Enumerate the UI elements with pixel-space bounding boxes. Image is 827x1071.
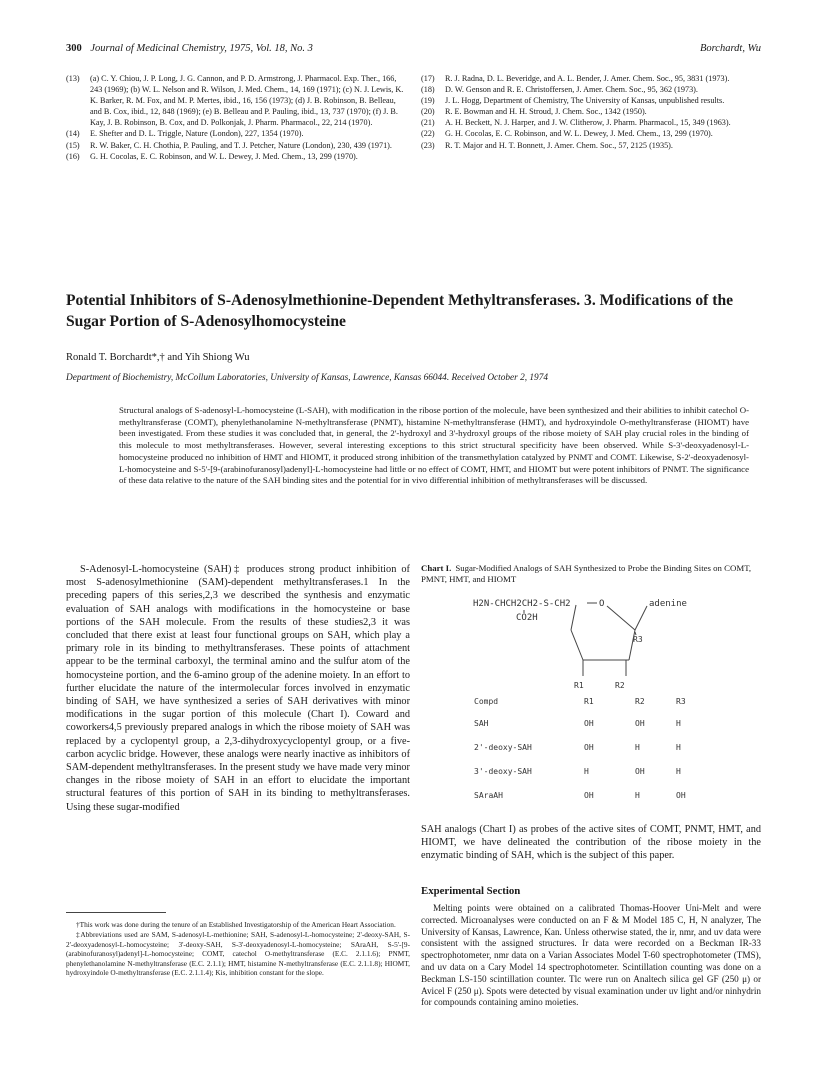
references-left bbox=[66, 73, 409, 162]
reference-item: (18) D. W. Genson and R. E. Christoffersen, J. Amer. Chem. Soc., 95, 362 (1973). bbox=[421, 85, 698, 95]
reference-item: (21) A. H. Beckett, N. J. Harper, and J. W. Clitherow, J. Pharm. Pharmacol., 15, 349 (1963). bbox=[421, 118, 731, 128]
page-number: 300 bbox=[66, 43, 82, 54]
chart-label: Chart I. bbox=[421, 563, 452, 573]
body-left-column bbox=[66, 563, 410, 814]
reference-item: (23) R. T. Major and H. T. Bonnett, J. Amer. Chem. Soc., 57, 2125 (1935). bbox=[421, 140, 673, 150]
reference-item: (17) R. J. Radna, D. L. Beveridge, and A. L. Bender, J. Amer. Chem. Soc., 95, 3831 (1973). bbox=[421, 74, 730, 83]
footnote-rule bbox=[66, 912, 166, 913]
reference-item: (15) R. W. Baker, C. H. Chothia, P. Pauling, and T. J. Petcher, Nature (London), 230, 439 (1971). bbox=[66, 140, 392, 150]
table-header-row: Compd R1 R2 R3 bbox=[474, 697, 686, 706]
reference-item: (19) J. L. Hogg, Department of Chemistry, The University of Kansas, unpublished results. bbox=[421, 96, 725, 106]
references-right bbox=[421, 73, 763, 151]
table-row: SAraAH OH H OH bbox=[474, 791, 686, 800]
journal-citation: Journal of Medicinal Chemistry, 1975, Vol. 18, No. 3 bbox=[90, 43, 313, 54]
experimental-section bbox=[421, 903, 761, 1009]
structure-cooh-label: CO2H bbox=[516, 613, 538, 623]
reference-item: (14) E. Shefter and D. L. Triggle, Nature (London), 227, 1354 (1970). bbox=[66, 129, 304, 139]
article-title: Potential Inhibitors of S-Adenosylmethionine-Dependent Methyltransferases. 3. Modifications of the Sugar Portion of S-Adenosylhomocysteine bbox=[66, 292, 734, 330]
article-abstract: Structural analogs of S-adenosyl-L-homocysteine (L-SAH), with modification in the ribose portion of the molecule, have been synthesized and their abilities to inhibit catechol O-methyltransferase (COMT), phenylethanolamine N-methyltransferase (PNMT), histamine N-methyltransferase (HMT), and hydroxyindole O-methyltransferase (HIOMT) have been investigated. From these studies it was concluded that, in general, the 2'-hydroxyl and 3'-hydroxyl groups of the ribose moiety of SAH play crucial roles in the binding of this molecule to most methyltransferases. However, several interesting exceptions to this strict structural specificity have been observed. While S-3'-deoxyadenosyl-L-homocysteine produced no inhibition of HMT and HIOMT, it produced strong inhibition of the transmethylation catalyzed by PNMT and COMT. Likewise, S-2'-deoxyadenosyl-L-homocysteine and S-5'-[9-(arabinofuranosyl)adenyl]-L-homocysteine had little or no effect of COMT, HMT, and HIOMT but were potent inhibitors of PNMT. The significance of these data relative to the nature of the SAH binding sites and the potential for in vivo differential inhibition of methyltransferases will be discussed. bbox=[119, 405, 749, 486]
body-right-paragraph: SAH analogs (Chart I) as probes of the active sites of COMT, PNMT, HMT, and HIOMT, we have delineated the contribution of the ribose moiety in the enzymatic binding of SAH, which is the subject of this paper. bbox=[421, 824, 761, 862]
r1-label: R1 bbox=[574, 681, 584, 690]
reference-item: (13) (a) C. Y. Chiou, J. P. Long, J. G. Cannon, and P. D. Armstrong, J. Pharmacol. Exp. Ther., 166, 243 (1969); (b) W. L. Nelson and R. Wilson, J. Med. Chem., 14, 169 (1971); (c) N. J. Lewis, K. K. Barker, R. M. Fox, and M. P. Mertes, ibid., 16, 156 (1973); (d) J. B. Robinson, B. Belleau, and B. Cox, ibid., 12, 848 (1969); (e) B. Belleau and P. Pauling, ibid., 13, 737 (1970); (f) J. B. Kay, J. B. Robinson, B. Cox, and D. Polkonjak, J. Pharm. Pharmacol., 22, 214 (1970). bbox=[66, 74, 404, 128]
running-head: Borchardt, Wu bbox=[699, 43, 761, 54]
table-row: 3'-deoxy-SAH H OH H bbox=[474, 767, 681, 776]
reference-item: (20) R. E. Bowman and H. H. Stroud, J. Chem. Soc., 1342 (1950). bbox=[421, 107, 647, 117]
chart-caption-text: Sugar-Modified Analogs of SAH Synthesized to Probe the Binding Sites on COMT, PMNT, HMT, and HIOMT bbox=[421, 563, 752, 584]
page-header bbox=[66, 43, 761, 54]
compound-table bbox=[468, 697, 728, 815]
reference-item: (16) G. H. Cocolas, E. C. Robinson, and W. L. Dewey, J. Med. Chem., 13, 299 (1970). bbox=[66, 151, 358, 161]
reference-item: (22) G. H. Cocolas, E. C. Robinson, and W. L. Dewey, J. Med. Chem., 13, 299 (1970). bbox=[421, 129, 713, 139]
chart-caption bbox=[421, 563, 761, 585]
r3-label: R3 bbox=[633, 635, 643, 644]
table-row: 2'-deoxy-SAH OH H H bbox=[474, 743, 681, 752]
table-row: SAH OH OH H bbox=[474, 719, 681, 728]
footnote-2: ‡Abbreviations used are SAM, S-adenosyl-L-methionine; SAH, S-adenosyl-L-homocysteine; 2'-deoxy-SAH, S-2'-deoxyadenosyl-L-homocysteine; 3'-deoxy-SAH, S-3'-deoxyadenosyl-L-homocysteine; SAraAH, S-5'-[9-(arabinofuranosyl)adenyl]-L-homocysteine; COMT, catechol O-methyltransferase (E.C. 2.1.1.6); PNMT, phenylethanolamine N-methyltransferase (E.C. 2.1.1); HMT, histamine N-methyltransferase (E.C. 2.1.1.8); HIOMT, hydroxyindole O-methyltransferase (E.C. 2.1.1.4); Kis, inhibition constant for the slope. bbox=[66, 930, 410, 978]
ribose-ring bbox=[524, 603, 647, 676]
r2-label: R2 bbox=[615, 681, 625, 690]
experimental-heading: Experimental Section bbox=[421, 885, 521, 897]
ring-oxygen-label: O bbox=[599, 599, 605, 609]
sugar-structure-diagram bbox=[421, 590, 761, 700]
intro-paragraph: S-Adenosyl-L-homocysteine (SAH)‡ produces strong product inhibition of most S-adenosylmethionine (SAM)-dependent methyltransferases.1 In the preceding papers of this series,2,3 we described the synthesis and enzymatic evaluation of SAH analogs with modifications in the homocysteine or base portions of the SAH molecule. From the results of these studies2,3 it was concluded that there exist at least four functional groups on SAH, which play a primary role in its binding to methyltransferases. These points of attachment appear to be the terminal carboxyl, the terminal amino and the sulfur atom of the homocysteine portion, and the 6-amino group of the adenine moiety. In an effort to further elucidate the nature of the intermolecular forces involved in enzymatic binding of SAH, we have synthesized a series of SAH derivatives with minor modifications in the sugar portion of this molecule (Chart I). Coward and coworkers4,5 previously prepared analogs in which the ribose moiety of SAH was replaced by a cyclopentyl group, a 2,3-dihydroxycyclopentyl group, or a five-carbon acyclic bridge. However, these analogs were nearly inactive as inhibitors of SAM-dependent methyltransferases. In the present study we have made very minor changes in the ribose moiety of SAH in an effort to elucidate the important structural features of this portion of SAH in its binding to methyltransferases. Using these sugar-modified bbox=[66, 564, 410, 813]
footnotes bbox=[66, 920, 410, 978]
article-affiliation: Department of Biochemistry, McCollum Laboratories, University of Kansas, Lawrence, Kansas 66044. Received October 2, 1974 bbox=[66, 373, 549, 383]
experimental-paragraph: Melting points were obtained on a calibrated Thomas-Hoover Uni-Melt and were corrected. Microanalyses were conducted on an F & M Model 185 C, H, N analyzer, The University of Kansas, Lawrence, Kan. Unless otherwise stated, the ir, nmr, and uv data were consistent with the assigned structures. Ir data were recorded on a Beckman IR-33 spectrophotometer, nmr data on a Varian Associates Model T-60 spectrophotometer (TMS), and uv data on a Cary Model 14 spectrophotometer. Scintillation counting was done on a Beckman LS-150 scintillation counter. Tlc were run on Analtech silica gel GF (250 μ) or Avicel F (250 μ). Spots were detected by visual examination under uv light and/or ninhydrin for compounds containing amino moieties. bbox=[421, 903, 761, 1008]
article-authors: Ronald T. Borchardt*,† and Yih Shiong Wu bbox=[66, 352, 250, 363]
structure-chain-label: H2N-CHCH2CH2-S-CH2 bbox=[473, 599, 571, 609]
footnote-1: †This work was done during the tenure of an Established Investigatorship of the American Heart Association. bbox=[76, 920, 396, 929]
adenine-label: adenine bbox=[649, 599, 687, 609]
